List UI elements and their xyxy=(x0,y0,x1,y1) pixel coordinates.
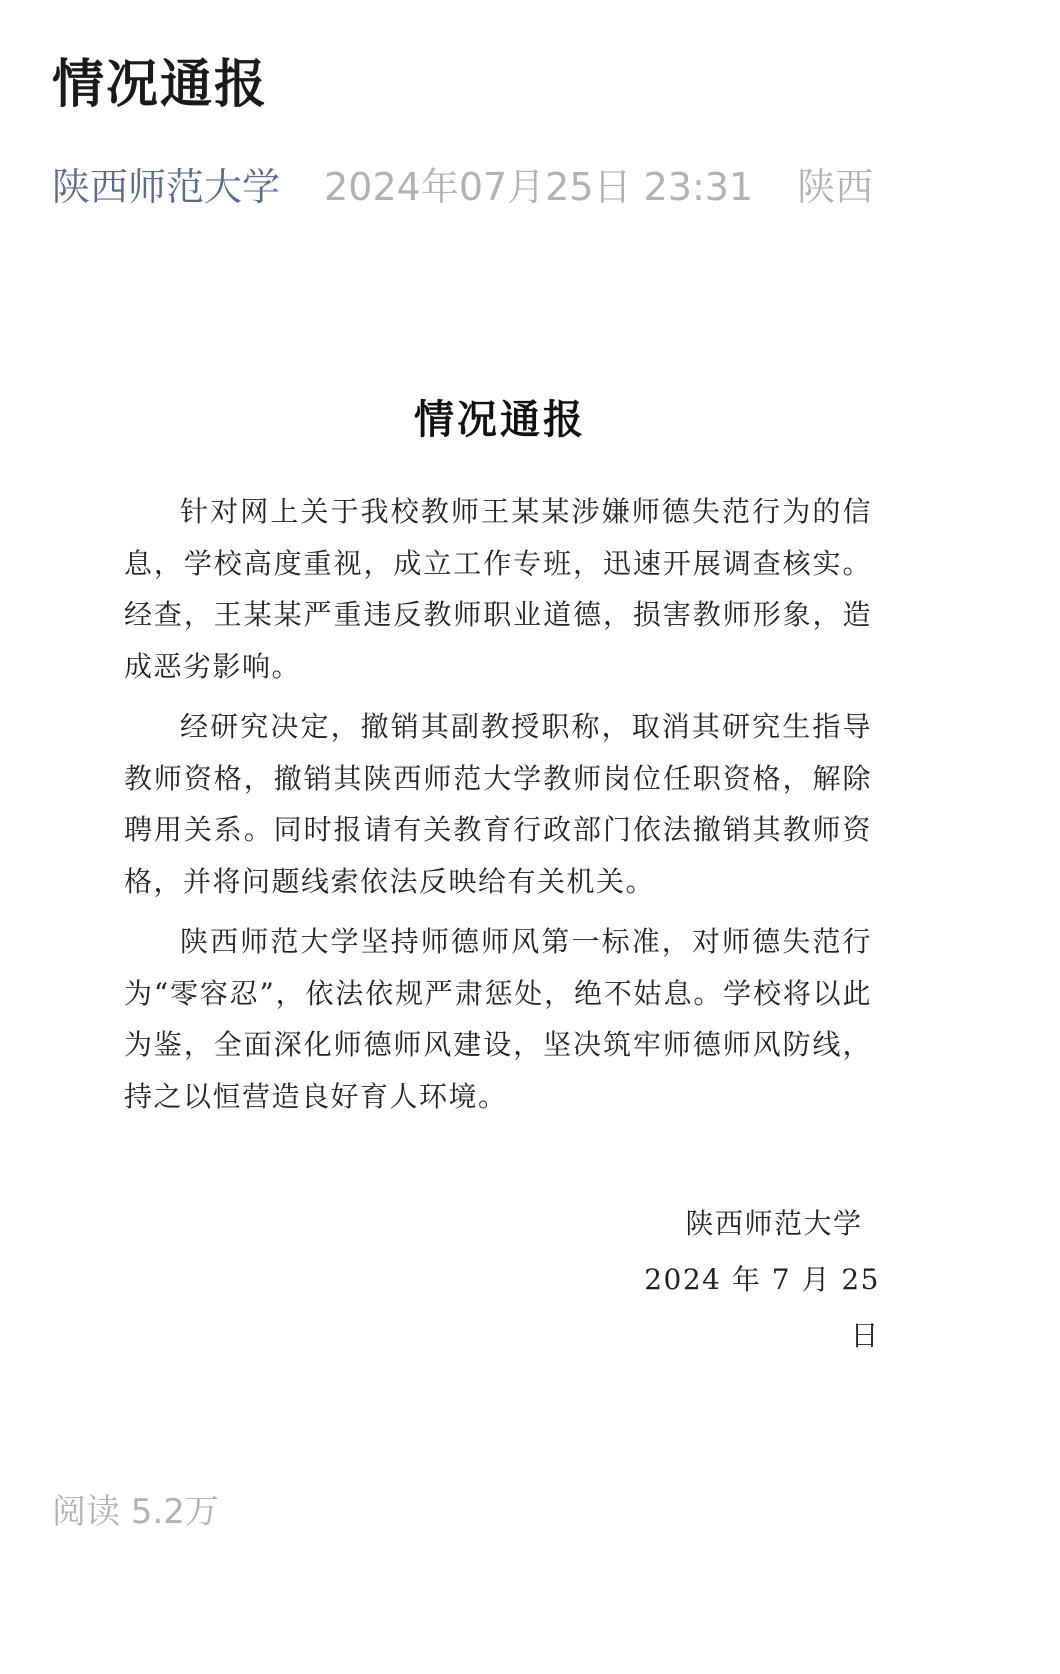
publish-date: 2024年07月25日 23:31 xyxy=(324,165,754,209)
signature-date: 2024 年 7 月 25 日 xyxy=(644,1263,880,1352)
notice-signature xyxy=(640,1196,880,1364)
article-title: 情况通报 xyxy=(52,55,269,115)
notice-title: 情况通报 xyxy=(414,396,586,443)
signature-org: 陕西师范大学 xyxy=(685,1207,863,1240)
notice-body xyxy=(124,486,872,1131)
read-count: 阅读 5.2万 xyxy=(52,1492,219,1532)
account-name-link[interactable]: 陕西师范大学 xyxy=(52,165,281,209)
notice-paragraph: 陕西师范大学坚持师德师风第一标准，对师德失范行为“零容忍”，依法依规严肃惩处，绝不姑息。学校将以此为鉴，全面深化师德师风建设，坚决筑牢师德师风防线，持之以恒营造良好育人环境。 xyxy=(124,925,872,1113)
publish-location: 陕西 xyxy=(797,165,874,209)
notice-paragraph: 经研究决定，撤销其副教授职称，取消其研究生指导教师资格，撤销其陕西师范大学教师岗位任职资格，解除聘用关系。同时报请有关教育行政部门依法撤销其教师资格，并将问题线索依法反映给有关机关。 xyxy=(124,710,872,898)
notice-paragraph: 针对网上关于我校教师王某某涉嫌师德失范行为的信息，学校高度重视，成立工作专班，迅速开展调查核实。经查，王某某严重违反教师职业道德，损害教师形象，造成恶劣影响。 xyxy=(124,495,872,683)
notice-image[interactable] xyxy=(0,300,1060,1352)
article-meta xyxy=(52,156,873,211)
